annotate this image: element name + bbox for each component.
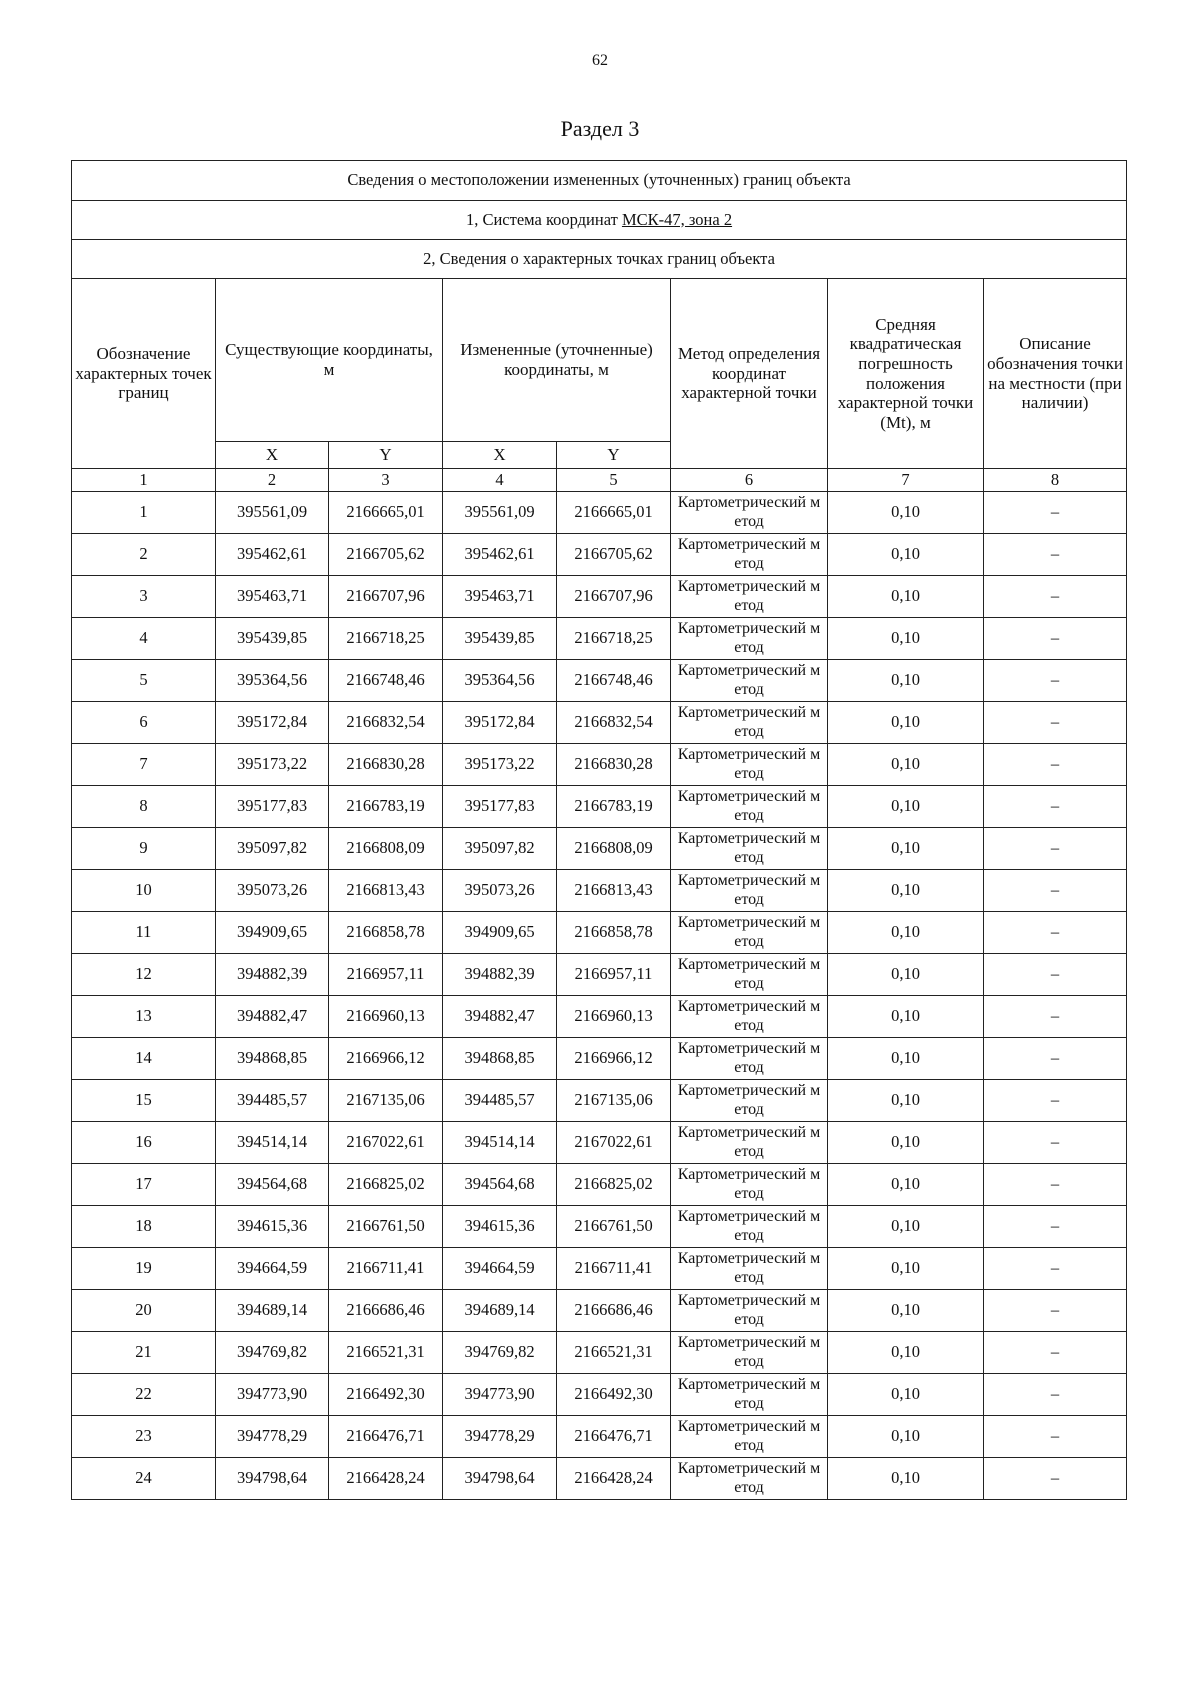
changed-x-cell: 394882,47 bbox=[443, 996, 557, 1038]
changed-y-cell: 2166711,41 bbox=[557, 1248, 671, 1290]
table-row bbox=[72, 1374, 1127, 1416]
existing-x-cell: 394615,36 bbox=[216, 1206, 329, 1248]
existing-y-cell: 2166476,71 bbox=[329, 1416, 443, 1458]
error-cell: 0,10 bbox=[828, 618, 984, 660]
column-numbers-row bbox=[72, 469, 1127, 492]
point-number-cell: 6 bbox=[72, 702, 216, 744]
existing-x-cell: 395073,26 bbox=[216, 870, 329, 912]
table-row bbox=[72, 1290, 1127, 1332]
existing-x-cell: 395173,22 bbox=[216, 744, 329, 786]
point-number-cell: 9 bbox=[72, 828, 216, 870]
changed-y-cell: 2167022,61 bbox=[557, 1122, 671, 1164]
changed-x-cell: 395364,56 bbox=[443, 660, 557, 702]
existing-x-cell: 395463,71 bbox=[216, 576, 329, 618]
column-number: 1 bbox=[72, 469, 216, 492]
changed-x-cell: 395173,22 bbox=[443, 744, 557, 786]
changed-x-cell: 394485,57 bbox=[443, 1080, 557, 1122]
changed-y-cell: 2166748,46 bbox=[557, 660, 671, 702]
table-row bbox=[72, 954, 1127, 996]
method-cell: Картометрический метод bbox=[671, 1458, 828, 1500]
error-cell: 0,10 bbox=[828, 1458, 984, 1500]
table-row bbox=[72, 576, 1127, 618]
method-cell: Картометрический метод bbox=[671, 1332, 828, 1374]
column-number: 2 bbox=[216, 469, 329, 492]
changed-x-cell: 394514,14 bbox=[443, 1122, 557, 1164]
description-cell: – bbox=[984, 870, 1127, 912]
method-cell: Картометрический метод bbox=[671, 1038, 828, 1080]
description-cell: – bbox=[984, 1332, 1127, 1374]
description-cell: – bbox=[984, 744, 1127, 786]
changed-y-cell: 2166705,62 bbox=[557, 534, 671, 576]
existing-y-cell: 2166748,46 bbox=[329, 660, 443, 702]
error-cell: 0,10 bbox=[828, 1248, 984, 1290]
description-cell: – bbox=[984, 1164, 1127, 1206]
changed-x-cell: 395439,85 bbox=[443, 618, 557, 660]
changed-x-cell: 395463,71 bbox=[443, 576, 557, 618]
changed-x-cell: 394689,14 bbox=[443, 1290, 557, 1332]
description-cell: – bbox=[984, 1416, 1127, 1458]
table-row bbox=[72, 1122, 1127, 1164]
point-number-cell: 23 bbox=[72, 1416, 216, 1458]
method-cell: Картометрический метод bbox=[671, 828, 828, 870]
table-row bbox=[72, 1038, 1127, 1080]
method-cell: Картометрический метод bbox=[671, 576, 828, 618]
method-cell: Картометрический метод bbox=[671, 744, 828, 786]
changed-y-cell: 2166830,28 bbox=[557, 744, 671, 786]
existing-y-cell: 2166830,28 bbox=[329, 744, 443, 786]
column-number: 6 bbox=[671, 469, 828, 492]
changed-y-cell: 2166686,46 bbox=[557, 1290, 671, 1332]
method-cell: Картометрический метод bbox=[671, 1290, 828, 1332]
method-cell: Картометрический метод bbox=[671, 660, 828, 702]
existing-y-cell: 2166428,24 bbox=[329, 1458, 443, 1500]
column-number: 4 bbox=[443, 469, 557, 492]
point-number-cell: 1 bbox=[72, 492, 216, 534]
method-cell: Картометрический метод bbox=[671, 492, 828, 534]
point-number-cell: 16 bbox=[72, 1122, 216, 1164]
description-cell: – bbox=[984, 702, 1127, 744]
existing-x-cell: 394778,29 bbox=[216, 1416, 329, 1458]
existing-y-cell: 2166761,50 bbox=[329, 1206, 443, 1248]
changed-x-cell: 394798,64 bbox=[443, 1458, 557, 1500]
existing-x-cell: 395364,56 bbox=[216, 660, 329, 702]
error-cell: 0,10 bbox=[828, 996, 984, 1038]
description-cell: – bbox=[984, 1038, 1127, 1080]
error-cell: 0,10 bbox=[828, 1038, 984, 1080]
changed-y-cell: 2166957,11 bbox=[557, 954, 671, 996]
description-cell: – bbox=[984, 1248, 1127, 1290]
point-number-cell: 22 bbox=[72, 1374, 216, 1416]
existing-x-cell: 395097,82 bbox=[216, 828, 329, 870]
changed-y-cell: 2166813,43 bbox=[557, 870, 671, 912]
points-title: 2, Сведения о характерных точках границ объекта bbox=[72, 240, 1127, 279]
description-cell: – bbox=[984, 576, 1127, 618]
header-description: Описание обозначения точки на местности (при наличии) bbox=[984, 279, 1127, 469]
changed-x-cell: 394909,65 bbox=[443, 912, 557, 954]
error-cell: 0,10 bbox=[828, 1332, 984, 1374]
changed-y-cell: 2166832,54 bbox=[557, 702, 671, 744]
changed-x-cell: 394769,82 bbox=[443, 1332, 557, 1374]
existing-y-cell: 2166492,30 bbox=[329, 1374, 443, 1416]
error-cell: 0,10 bbox=[828, 576, 984, 618]
changed-x-cell: 394664,59 bbox=[443, 1248, 557, 1290]
method-cell: Картометрический метод bbox=[671, 870, 828, 912]
description-cell: – bbox=[984, 660, 1127, 702]
changed-y-cell: 2166492,30 bbox=[557, 1374, 671, 1416]
error-cell: 0,10 bbox=[828, 1206, 984, 1248]
error-cell: 0,10 bbox=[828, 786, 984, 828]
table-row bbox=[72, 1206, 1127, 1248]
method-cell: Картометрический метод bbox=[671, 954, 828, 996]
point-number-cell: 24 bbox=[72, 1458, 216, 1500]
existing-y-cell: 2166707,96 bbox=[329, 576, 443, 618]
table-row bbox=[72, 1164, 1127, 1206]
table-row bbox=[72, 1248, 1127, 1290]
point-number-cell: 20 bbox=[72, 1290, 216, 1332]
header-error: Средняя квадратическая погрешность положения характерной точки (Mt), м bbox=[828, 279, 984, 469]
existing-x-cell: 394564,68 bbox=[216, 1164, 329, 1206]
section-title: Раздел 3 bbox=[560, 116, 640, 141]
description-cell: – bbox=[984, 618, 1127, 660]
header-changed-y: Y bbox=[557, 442, 671, 469]
coord-system-label: 1, Система координат bbox=[465, 209, 622, 229]
changed-x-cell: 394868,85 bbox=[443, 1038, 557, 1080]
coord-system-cell bbox=[72, 201, 1127, 240]
description-cell: – bbox=[984, 1122, 1127, 1164]
existing-x-cell: 394773,90 bbox=[216, 1374, 329, 1416]
description-cell: – bbox=[984, 1206, 1127, 1248]
point-number-cell: 15 bbox=[72, 1080, 216, 1122]
existing-y-cell: 2166665,01 bbox=[329, 492, 443, 534]
existing-x-cell: 394798,64 bbox=[216, 1458, 329, 1500]
description-cell: – bbox=[984, 996, 1127, 1038]
coord-system-value: МСК-47, зона 2 bbox=[621, 209, 733, 229]
error-cell: 0,10 bbox=[828, 828, 984, 870]
existing-x-cell: 394769,82 bbox=[216, 1332, 329, 1374]
changed-y-cell: 2166960,13 bbox=[557, 996, 671, 1038]
table-row bbox=[72, 912, 1127, 954]
table-row bbox=[72, 1080, 1127, 1122]
error-cell: 0,10 bbox=[828, 954, 984, 996]
error-cell: 0,10 bbox=[828, 660, 984, 702]
existing-x-cell: 394882,47 bbox=[216, 996, 329, 1038]
description-cell: – bbox=[984, 492, 1127, 534]
existing-x-cell: 394882,39 bbox=[216, 954, 329, 996]
method-cell: Картометрический метод bbox=[671, 702, 828, 744]
existing-y-cell: 2167135,06 bbox=[329, 1080, 443, 1122]
existing-x-cell: 394689,14 bbox=[216, 1290, 329, 1332]
method-cell: Картометрический метод bbox=[671, 1206, 828, 1248]
error-cell: 0,10 bbox=[828, 1374, 984, 1416]
table-row bbox=[72, 1458, 1127, 1500]
point-number-cell: 2 bbox=[72, 534, 216, 576]
existing-x-cell: 394664,59 bbox=[216, 1248, 329, 1290]
existing-y-cell: 2166858,78 bbox=[329, 912, 443, 954]
error-cell: 0,10 bbox=[828, 912, 984, 954]
table-row bbox=[72, 492, 1127, 534]
description-cell: – bbox=[984, 534, 1127, 576]
point-number-cell: 12 bbox=[72, 954, 216, 996]
boundary-points-table bbox=[71, 160, 1127, 1500]
changed-y-cell: 2166428,24 bbox=[557, 1458, 671, 1500]
changed-y-cell: 2166718,25 bbox=[557, 618, 671, 660]
description-cell: – bbox=[984, 828, 1127, 870]
method-cell: Картометрический метод bbox=[671, 1374, 828, 1416]
point-number-cell: 13 bbox=[72, 996, 216, 1038]
table-row bbox=[72, 828, 1127, 870]
changed-y-cell: 2166858,78 bbox=[557, 912, 671, 954]
method-cell: Картометрический метод bbox=[671, 1164, 828, 1206]
changed-y-cell: 2166783,19 bbox=[557, 786, 671, 828]
existing-y-cell: 2166808,09 bbox=[329, 828, 443, 870]
description-cell: – bbox=[984, 1080, 1127, 1122]
existing-x-cell: 394909,65 bbox=[216, 912, 329, 954]
description-cell: – bbox=[984, 912, 1127, 954]
method-cell: Картометрический метод bbox=[671, 786, 828, 828]
table-row bbox=[72, 618, 1127, 660]
table-row bbox=[72, 786, 1127, 828]
error-cell: 0,10 bbox=[828, 1122, 984, 1164]
point-number-cell: 18 bbox=[72, 1206, 216, 1248]
changed-y-cell: 2167135,06 bbox=[557, 1080, 671, 1122]
page-number: 62 bbox=[592, 52, 608, 69]
table-row bbox=[72, 660, 1127, 702]
existing-x-cell: 394514,14 bbox=[216, 1122, 329, 1164]
changed-y-cell: 2166476,71 bbox=[557, 1416, 671, 1458]
error-cell: 0,10 bbox=[828, 1164, 984, 1206]
table-row bbox=[72, 744, 1127, 786]
changed-x-cell: 394615,36 bbox=[443, 1206, 557, 1248]
changed-x-cell: 395561,09 bbox=[443, 492, 557, 534]
method-cell: Картометрический метод bbox=[671, 1122, 828, 1164]
changed-y-cell: 2166825,02 bbox=[557, 1164, 671, 1206]
header-existing-y: Y bbox=[329, 442, 443, 469]
description-cell: – bbox=[984, 786, 1127, 828]
header-designation: Обозначение характерных точек границ bbox=[72, 279, 216, 469]
point-number-cell: 4 bbox=[72, 618, 216, 660]
point-number-cell: 17 bbox=[72, 1164, 216, 1206]
existing-y-cell: 2166783,19 bbox=[329, 786, 443, 828]
point-number-cell: 21 bbox=[72, 1332, 216, 1374]
error-cell: 0,10 bbox=[828, 492, 984, 534]
table-row bbox=[72, 870, 1127, 912]
header-method: Метод определения координат характерной точки bbox=[671, 279, 828, 469]
error-cell: 0,10 bbox=[828, 702, 984, 744]
existing-x-cell: 395462,61 bbox=[216, 534, 329, 576]
changed-x-cell: 395172,84 bbox=[443, 702, 557, 744]
existing-x-cell: 394868,85 bbox=[216, 1038, 329, 1080]
table-caption: Сведения о местоположении измененных (уточненных) границ объекта bbox=[72, 161, 1127, 201]
point-number-cell: 3 bbox=[72, 576, 216, 618]
existing-x-cell: 395177,83 bbox=[216, 786, 329, 828]
method-cell: Картометрический метод bbox=[671, 534, 828, 576]
method-cell: Картометрический метод bbox=[671, 1248, 828, 1290]
changed-x-cell: 395073,26 bbox=[443, 870, 557, 912]
existing-x-cell: 395439,85 bbox=[216, 618, 329, 660]
header-existing-coords: Существующие координаты, м bbox=[216, 279, 443, 442]
table-row bbox=[72, 702, 1127, 744]
existing-y-cell: 2167022,61 bbox=[329, 1122, 443, 1164]
header-existing-x: X bbox=[216, 442, 329, 469]
existing-x-cell: 395172,84 bbox=[216, 702, 329, 744]
column-number: 8 bbox=[984, 469, 1127, 492]
header-changed-x: X bbox=[443, 442, 557, 469]
existing-y-cell: 2166686,46 bbox=[329, 1290, 443, 1332]
changed-y-cell: 2166665,01 bbox=[557, 492, 671, 534]
point-number-cell: 14 bbox=[72, 1038, 216, 1080]
method-cell: Картометрический метод bbox=[671, 618, 828, 660]
description-cell: – bbox=[984, 1290, 1127, 1332]
method-cell: Картометрический метод bbox=[671, 1080, 828, 1122]
existing-y-cell: 2166705,62 bbox=[329, 534, 443, 576]
description-cell: – bbox=[984, 1458, 1127, 1500]
point-number-cell: 5 bbox=[72, 660, 216, 702]
error-cell: 0,10 bbox=[828, 1416, 984, 1458]
changed-x-cell: 394778,29 bbox=[443, 1416, 557, 1458]
changed-x-cell: 395462,61 bbox=[443, 534, 557, 576]
table-row bbox=[72, 534, 1127, 576]
existing-y-cell: 2166521,31 bbox=[329, 1332, 443, 1374]
method-cell: Картометрический метод bbox=[671, 1416, 828, 1458]
method-cell: Картометрический метод bbox=[671, 996, 828, 1038]
table-row bbox=[72, 1416, 1127, 1458]
existing-y-cell: 2166832,54 bbox=[329, 702, 443, 744]
existing-y-cell: 2166711,41 bbox=[329, 1248, 443, 1290]
existing-y-cell: 2166960,13 bbox=[329, 996, 443, 1038]
description-cell: – bbox=[984, 954, 1127, 996]
existing-y-cell: 2166957,11 bbox=[329, 954, 443, 996]
description-cell: – bbox=[984, 1374, 1127, 1416]
column-number: 3 bbox=[329, 469, 443, 492]
point-number-cell: 10 bbox=[72, 870, 216, 912]
existing-x-cell: 395561,09 bbox=[216, 492, 329, 534]
changed-x-cell: 394773,90 bbox=[443, 1374, 557, 1416]
existing-y-cell: 2166718,25 bbox=[329, 618, 443, 660]
table-row bbox=[72, 1332, 1127, 1374]
changed-x-cell: 394882,39 bbox=[443, 954, 557, 996]
existing-y-cell: 2166825,02 bbox=[329, 1164, 443, 1206]
existing-y-cell: 2166813,43 bbox=[329, 870, 443, 912]
point-number-cell: 8 bbox=[72, 786, 216, 828]
changed-y-cell: 2166707,96 bbox=[557, 576, 671, 618]
changed-x-cell: 395097,82 bbox=[443, 828, 557, 870]
changed-y-cell: 2166808,09 bbox=[557, 828, 671, 870]
point-number-cell: 19 bbox=[72, 1248, 216, 1290]
error-cell: 0,10 bbox=[828, 534, 984, 576]
existing-x-cell: 394485,57 bbox=[216, 1080, 329, 1122]
point-number-cell: 7 bbox=[72, 744, 216, 786]
method-cell: Картометрический метод bbox=[671, 912, 828, 954]
header-changed-coords: Измененные (уточненные) координаты, м bbox=[443, 279, 671, 442]
changed-x-cell: 395177,83 bbox=[443, 786, 557, 828]
column-number: 5 bbox=[557, 469, 671, 492]
column-number: 7 bbox=[828, 469, 984, 492]
changed-y-cell: 2166761,50 bbox=[557, 1206, 671, 1248]
error-cell: 0,10 bbox=[828, 1080, 984, 1122]
changed-x-cell: 394564,68 bbox=[443, 1164, 557, 1206]
error-cell: 0,10 bbox=[828, 744, 984, 786]
error-cell: 0,10 bbox=[828, 870, 984, 912]
error-cell: 0,10 bbox=[828, 1290, 984, 1332]
table-row bbox=[72, 996, 1127, 1038]
existing-y-cell: 2166966,12 bbox=[329, 1038, 443, 1080]
changed-y-cell: 2166966,12 bbox=[557, 1038, 671, 1080]
point-number-cell: 11 bbox=[72, 912, 216, 954]
changed-y-cell: 2166521,31 bbox=[557, 1332, 671, 1374]
